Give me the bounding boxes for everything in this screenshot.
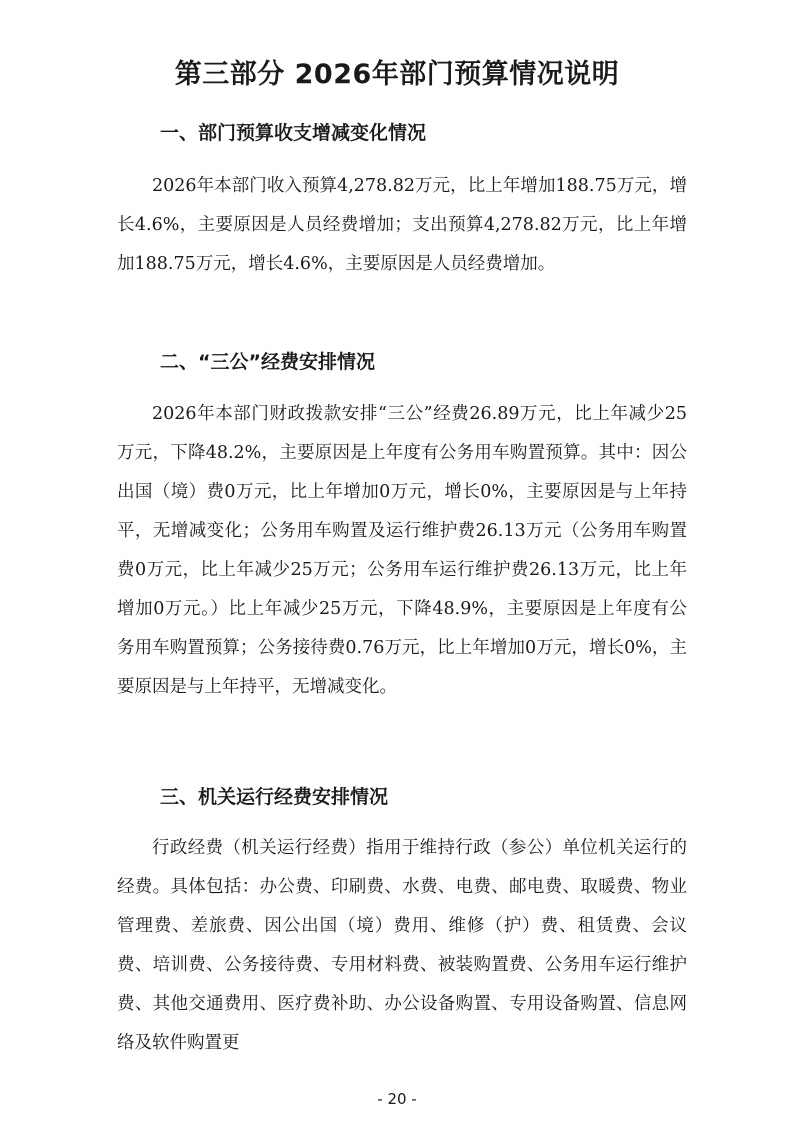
section-2-heading: 二、“三公”经费安排情况 <box>160 351 375 373</box>
section-1-heading: 一、部门预算收支增减变化情况 <box>160 122 427 144</box>
section-3-paragraph: 行政经费（机关运行经费）指用于维持行政（参公）单位机关运行的经费。具体包括：办公费、印刷费、水费、电费、邮电费、取暖费、物业管理费、差旅费、因公出国（境）费用、维修（护）费、租赁费、会议费、培训费、公务接待费、专用材料费、被装购置费、公务用车运行维护费、其他交通费用、医疗费补助、办公设备购置、专用设备购置、信息网络及软件购置更 <box>117 838 687 1053</box>
section-3-heading: 三、机关运行经费安排情况 <box>160 786 389 808</box>
section-1-paragraph: 2026年本部门收入预算4,278.82万元，比上年增加188.75万元，增长4.6%，主要原因是人员经费增加；支出预算4,278.82万元，比上年增加188.75万元，增长4.6%，主要原因是人员经费增加。 <box>117 176 687 274</box>
page-number: - 20 - <box>377 1090 417 1108</box>
section-2-paragraph: 2026年本部门财政拨款安排“三公”经费26.89万元，比上年减少25万元，下降48.2%，主要原因是上年度有公务用车购置预算。其中：因公出国（境）费0万元，比上年增加0万元，增长0%，主要原因是与上年持平，无增减变化；公务用车购置及运行维护费26.13万元（公务用车购置费0万元，比上年减少25万元；公务用车运行维护费26.13万元，比上年增加0万元。）比上年减少25万元，下降48.9%，主要原因是上年度有公务用车购置预算；公务接待费0.76万元，比上年增加0万元，增长0%，主要原因是与上年持平，无增减变化。 <box>117 404 687 697</box>
page-title: 第三部分 2026年部门预算情况说明 <box>174 59 620 90</box>
